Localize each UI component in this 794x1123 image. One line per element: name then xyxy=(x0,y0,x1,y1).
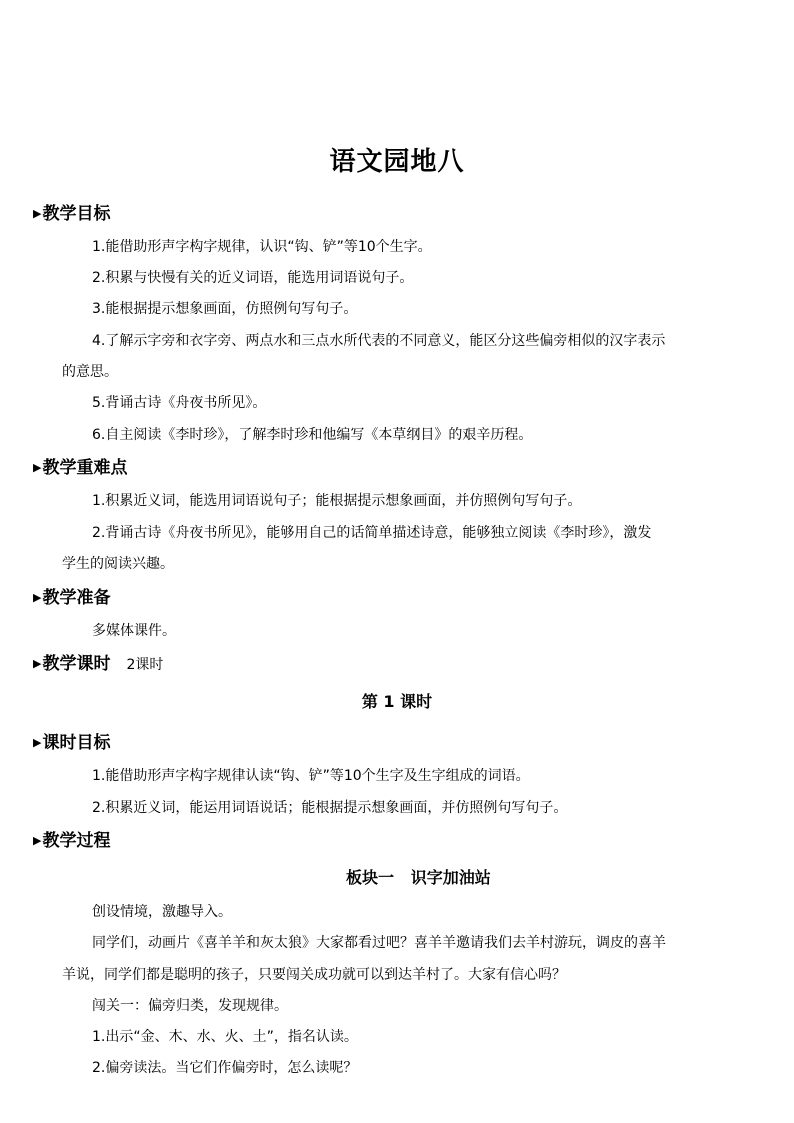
section-heading-lesson-goals xyxy=(33,731,110,755)
block-title: 板块一 识字加油站 xyxy=(346,868,491,887)
section-heading-preparation xyxy=(33,586,110,610)
triangle-bullet-icon: ▶ xyxy=(33,736,42,749)
section-heading-hours xyxy=(33,652,163,677)
goal-item: 4.了解示字旁和衣字旁、两点水和三点水所代表的不同意义，能区分这些偏旁相似的汉字表示 xyxy=(92,333,666,349)
triangle-bullet-icon: ▶ xyxy=(33,591,42,604)
triangle-bullet-icon: ▶ xyxy=(33,461,42,474)
goal-item-continuation: 的意思。 xyxy=(62,364,118,380)
section-heading-text: 教学过程 xyxy=(42,831,111,851)
triangle-bullet-icon: ▶ xyxy=(33,834,42,847)
section-heading-text: 教学课时 xyxy=(42,654,111,674)
process-item: 1.出示“金、木、水、火、土”，指名认读。 xyxy=(92,1029,358,1045)
hours-value: 2课时 xyxy=(126,657,164,673)
key-point-item-continuation: 学生的阅读兴趣。 xyxy=(62,556,174,572)
lesson-title: 第 1 课时 xyxy=(361,692,433,711)
lesson-goal-item: 1.能借助形声字构字规律认读“钩、铲”等10个生字及生字组成的词语。 xyxy=(92,768,530,784)
process-item: 同学们，动画片《喜羊羊和灰太狼》大家都看过吧？喜羊羊邀请我们去羊村游玩，调皮的喜羊 xyxy=(92,935,666,951)
triangle-bullet-icon: ▶ xyxy=(33,207,42,220)
section-heading-text: 教学目标 xyxy=(42,204,111,224)
goal-item: 6.自主阅读《李时珍》，了解李时珍和他编写《本草纲目》的艰辛历程。 xyxy=(92,427,533,443)
section-heading-text: 教学重难点 xyxy=(42,458,128,478)
process-item: 闯关一：偏旁归类，发现规律。 xyxy=(92,998,288,1014)
preparation-item: 多媒体课件。 xyxy=(92,623,176,639)
section-heading-goals xyxy=(33,202,110,226)
goal-item: 1.能借助形声字构字规律，认识“钩、铲”等10个生字。 xyxy=(92,239,432,255)
triangle-bullet-icon: ▶ xyxy=(33,657,42,670)
document-title: 语文园地八 xyxy=(329,147,465,177)
process-item: 2.偏旁读法。当它们作偏旁时，怎么读呢？ xyxy=(92,1060,358,1076)
key-point-item: 1.积累近义词，能选用词语说句子；能根据提示想象画面，并仿照例句写句子。 xyxy=(92,493,582,509)
section-heading-key-points xyxy=(33,456,127,480)
key-point-item: 2.背诵古诗《舟夜书所见》，能够用自己的话简单描述诗意，能够独立阅读《李时珍》，激发 xyxy=(92,525,652,541)
goal-item: 2.积累与快慢有关的近义词语，能选用词语说句子。 xyxy=(92,270,414,286)
goal-item: 5.背诵古诗《舟夜书所见》。 xyxy=(92,395,267,411)
process-item-continuation: 羊说，同学们都是聪明的孩子，只要闯关成功就可以到达羊村了。大家有信心吗？ xyxy=(62,967,566,983)
section-heading-process xyxy=(33,829,110,853)
section-heading-text: 课时目标 xyxy=(42,733,111,753)
goal-item: 3.能根据提示想象画面，仿照例句写句子。 xyxy=(92,301,358,317)
process-item: 创设情境，激趣导入。 xyxy=(92,904,232,920)
section-heading-text: 教学准备 xyxy=(42,588,111,608)
lesson-goal-item: 2.积累近义词，能运用词语说话；能根据提示想象画面，并仿照例句写句子。 xyxy=(92,800,568,816)
